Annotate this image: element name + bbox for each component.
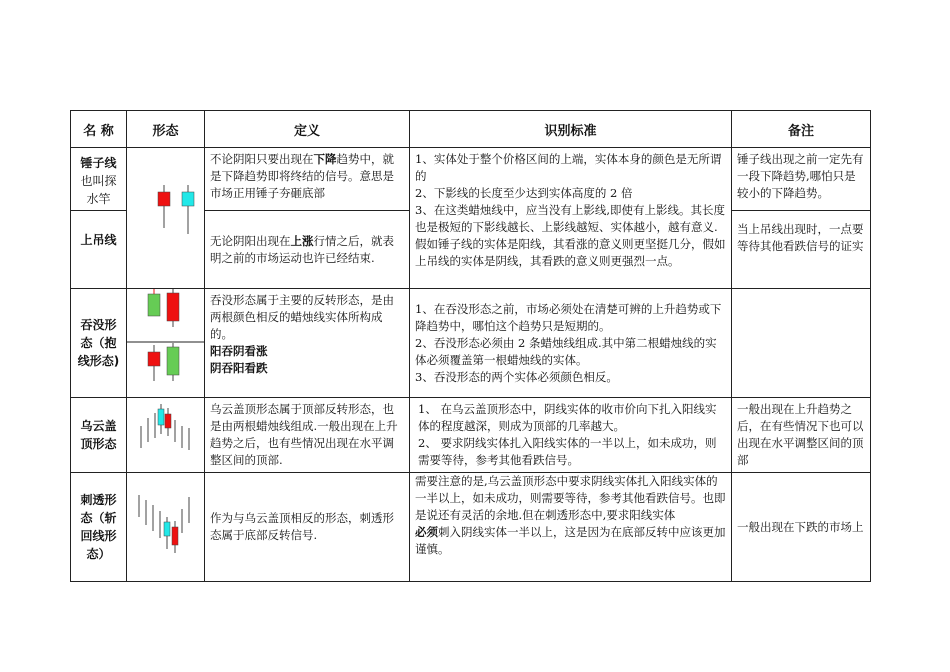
piercing-name: 刺透形态（斩回线形态）: [80, 493, 117, 561]
engulfing-bearish: 阴吞阳看跌: [210, 361, 268, 375]
engulfing-shape-cell: [127, 289, 205, 398]
header-criteria: 识别标准: [410, 111, 732, 148]
piercing-definition-cell: [205, 473, 410, 582]
piercing-remarks-cell: [732, 473, 871, 582]
piercing-shape-cell: [127, 473, 205, 582]
hammer-alias: 也叫探水竿: [80, 174, 117, 206]
hammer-red-candle: [158, 192, 170, 206]
hanging-man-remark: 当上吊线出现时，一点要等待其他看跌信号的证实: [732, 210, 870, 288]
piercing-name-cell: [71, 473, 127, 582]
darkcloud-remarks-cell: [732, 398, 871, 473]
darkcloud-red-candle: [165, 414, 171, 428]
row-piercing: [71, 473, 871, 582]
piercing-remark: 一般出现在下跌的市场上: [737, 519, 864, 534]
hammer-remarks-cell: [732, 148, 871, 289]
engulfing-green-candle-bottom: [167, 347, 179, 375]
piercing-criteria: 需要注意的是,乌云盖顶形态中要求阴线实体扎入阳线实体的一半以上，如未成功，则需要等待，参考其他看跌信号。也即是说还有灵活的余地.但在刺透形态中,要求阳线实体 必须刺入阴线实体一半以上，这是因为在底部反转中应该更加谨慎。: [415, 474, 726, 556]
engulfing-red-candle-top: [167, 293, 179, 321]
engulfing-red-candle-bottom: [148, 352, 160, 366]
darkcloud-shape-cell: [127, 398, 205, 473]
engulfing-candles-figure: [127, 289, 205, 397]
piercing-definition: 作为与乌云盖顶相反的形态，刺透形态属于底部反转信号.: [210, 511, 394, 542]
header-definition: 定义: [205, 111, 410, 148]
hanging-man-definition: 无论阴阳出现在上涨行情之后，就表明之前的市场运动也许已经结束.: [205, 210, 409, 288]
hammer-remark: 锤子线出现之前一定先有一段下降趋势,哪怕只是较小的下降趋势。: [737, 152, 864, 200]
darkcloud-remark: 一般出现在上升趋势之后，在有些情况下也可以出现在水平调整区间的顶部: [737, 402, 864, 467]
row-hammer: [71, 148, 871, 289]
candlestick-table: [70, 110, 871, 582]
header-remarks: 备注: [732, 111, 871, 148]
engulfing-definition: 吞没形态属于主要的反转形态，是由两根颜色相反的蜡烛线实体所构成的。 阳吞阴看涨 阴吞阳看跌: [205, 289, 409, 380]
engulfing-bullish: 阳吞阴看涨: [210, 344, 268, 358]
hammer-definition-cell: [205, 148, 410, 289]
hammer-criteria: 1、实体处于整个价格区间的上端，实体本身的颜色是无所谓的 2、下影线的长度至少达到实体高度的 2 倍 3、在这类蜡烛线中，应当没有上影线,即使有上影线。其长度也是极短的下影线越长、上影线越短、实体越小，越有意义.假如锤子线的实体是阳线，其看涨的意义则更坚挺几分，假如上吊线的实体是阴线，其看跌的意义则更强烈一点。: [415, 152, 726, 268]
engulfing-criteria-cell: [410, 289, 732, 398]
piercing-criteria-cell: [410, 473, 732, 582]
darkcloud-definition-cell: [205, 398, 410, 473]
engulfing-remark: [732, 289, 870, 295]
hammer-shape-cell: [127, 148, 205, 289]
darkcloud-cyan-candle: [158, 409, 164, 425]
header-shape: 形态: [127, 111, 205, 148]
piercing-candles-figure: [127, 473, 205, 581]
darkcloud-name-cell: [71, 398, 127, 473]
engulfing-definition-cell: [205, 289, 410, 398]
hammer-cyan-candle: [182, 192, 194, 206]
piercing-red-candle: [172, 527, 178, 545]
engulfing-criteria: 1、在吞没形态之前，市场必须处在清楚可辨的上升趋势或下降趋势中，哪怕这个趋势只是短期的。 2、吞没形态必须由 2 条蜡烛线组成.其中第二根蜡烛线的实体必须覆盖第一根蜡烛线的实体。 3、吞没形态的两个实体必须颜色相反。: [415, 301, 722, 384]
hammer-name-cell: [71, 148, 127, 289]
darkcloud-criteria: 1、 在乌云盖顶形态中，阴线实体的收市价向下扎入阳线实体的程度越深，则成为顶部的几率越大。 2、 要求阴线实体扎入阳线实体的一半以上，如未成功，则需要等待，参考其他看跌信号。: [418, 402, 717, 467]
piercing-cyan-candle: [164, 522, 170, 536]
hanging-man-name: 上吊线: [71, 210, 126, 282]
hammer-criteria-cell: [410, 148, 732, 289]
darkcloud-candles-figure: [127, 398, 205, 468]
row-dark-cloud: [71, 398, 871, 473]
row-engulfing: [71, 289, 871, 398]
engulfing-name-cell: [71, 289, 127, 398]
darkcloud-name: 乌云盖顶形态: [80, 419, 117, 451]
darkcloud-criteria-cell: [410, 398, 732, 473]
engulfing-remarks-cell: [732, 289, 871, 398]
header-name: 名 称: [71, 111, 127, 148]
hammer-definition: 不论阴阳只要出现在下降趋势中，就是下降趋势即将终结的信号。意思是市场正用锤子夯砸底部: [210, 152, 394, 200]
hammer-candles-figure: [127, 148, 205, 288]
hammer-name: 锤子线: [80, 156, 117, 170]
engulfing-green-candle-top: [148, 294, 160, 316]
header-row: [71, 111, 871, 148]
engulfing-name: 吞没形态（抱线形态): [77, 318, 120, 368]
darkcloud-definition: 乌云盖顶形态属于顶部反转形态，也是由两根蜡烛线组成.一般出现在上升趋势之后，也有些情况出现在水平调整区间的顶部.: [210, 402, 398, 467]
